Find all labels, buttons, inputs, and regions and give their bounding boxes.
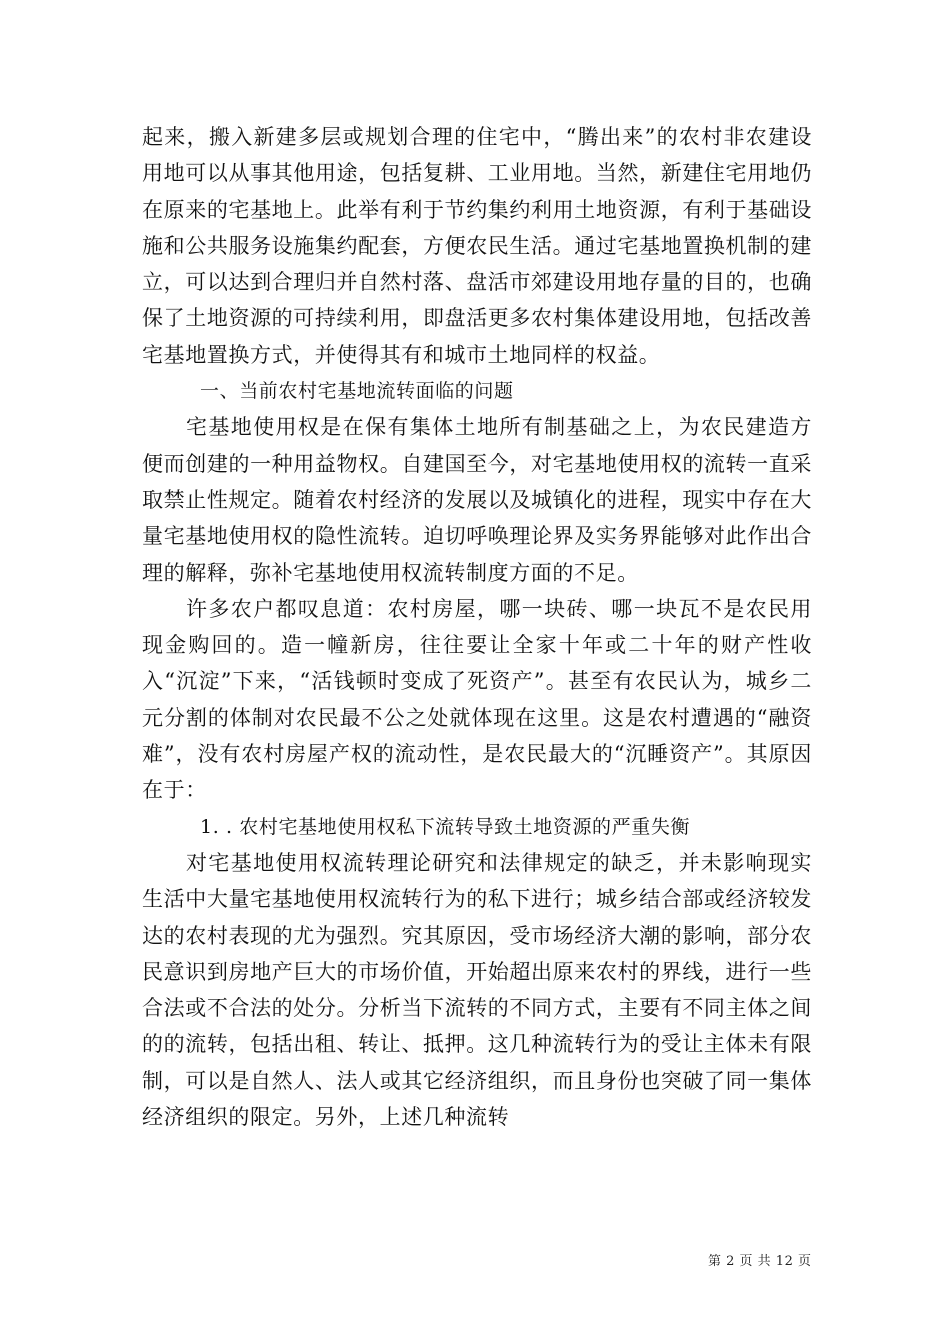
paragraph-intro: 起来，搬入新建多层或规划合理的住宅中，“腾出来”的农村非农建设用地可以从事其他用途，包括复耕、工业用地。当然，新建住宅用地仍在原来的宅基地上。此举有利于节约集约利用土地资源，有利于基础设施和公共服务设施集约配套，方便农民生活。通过宅基地置换机制的建立，可以达到合理归并自然村落、盘活市郊建设用地存量的目的，也确保了土地资源的可持续利用，即盘活更多农村集体建设用地，包括改善宅基地置换方式，并使得其有和城市土地同样的权益。 <box>142 125 812 367</box>
section-heading: 一、当前农村宅基地流转面临的问题 <box>200 380 514 403</box>
page-number-footer: 第 2 页 共 12 页 <box>708 1254 812 1269</box>
paragraph-private-transfer: 对宅基地使用权流转理论研究和法律规定的缺乏，并未影响现实生活中大量宅基地使用权流转行为的私下进行；城乡结合部或经济较发达的农村表现的尤为强烈。究其原因，受市场经济大潮的影响，部分农民意识到房地产巨大的市场价值，开始超出原来农村的界线，进行一些合法或不合法的处分。分析当下流转的不同方式，主要有不同主体之间的的流转，包括出租、转让、抵押。这几种流转行为的受让主体未有限制，可以是自然人、法人或其它经济组织，而且身份也突破了同一集体经济组织的限定。另外，上述几种流转 <box>142 850 812 1130</box>
paragraph-farmers-complaint: 许多农户都叹息道：农村房屋，哪一块砖、哪一块瓦不是农民用现金购回的。造一幢新房，往往要让全家十年或二十年的财产性收入“沉淀”下来，“活钱顿时变成了死资产”。甚至有农民认为，城乡二元分割的体制对农民最不公之处就体现在这里。这是农村遭遇的“融资难”，没有农村房屋产权的流动性，是农民最大的“沉睡资产”。其原因在于： <box>142 596 812 803</box>
paragraph-homestead-rights: 宅基地使用权是在保有集体土地所有制基础之上，为农民建造方便而创建的一种用益物权。自建国至今，对宅基地使用权的流转一直采取禁止性规定。随着农村经济的发展以及城镇化的进程，现实中存在大量宅基地使用权的隐性流转。迫切呼唤理论界及实务界能够对此作出合理的解释，弥补宅基地使用权流转制度方面的不足。 <box>142 415 812 585</box>
subsection-heading: 1. . 农村宅基地使用权私下流转导致土地资源的严重失衡 <box>200 815 691 838</box>
document-body <box>142 119 812 1135</box>
